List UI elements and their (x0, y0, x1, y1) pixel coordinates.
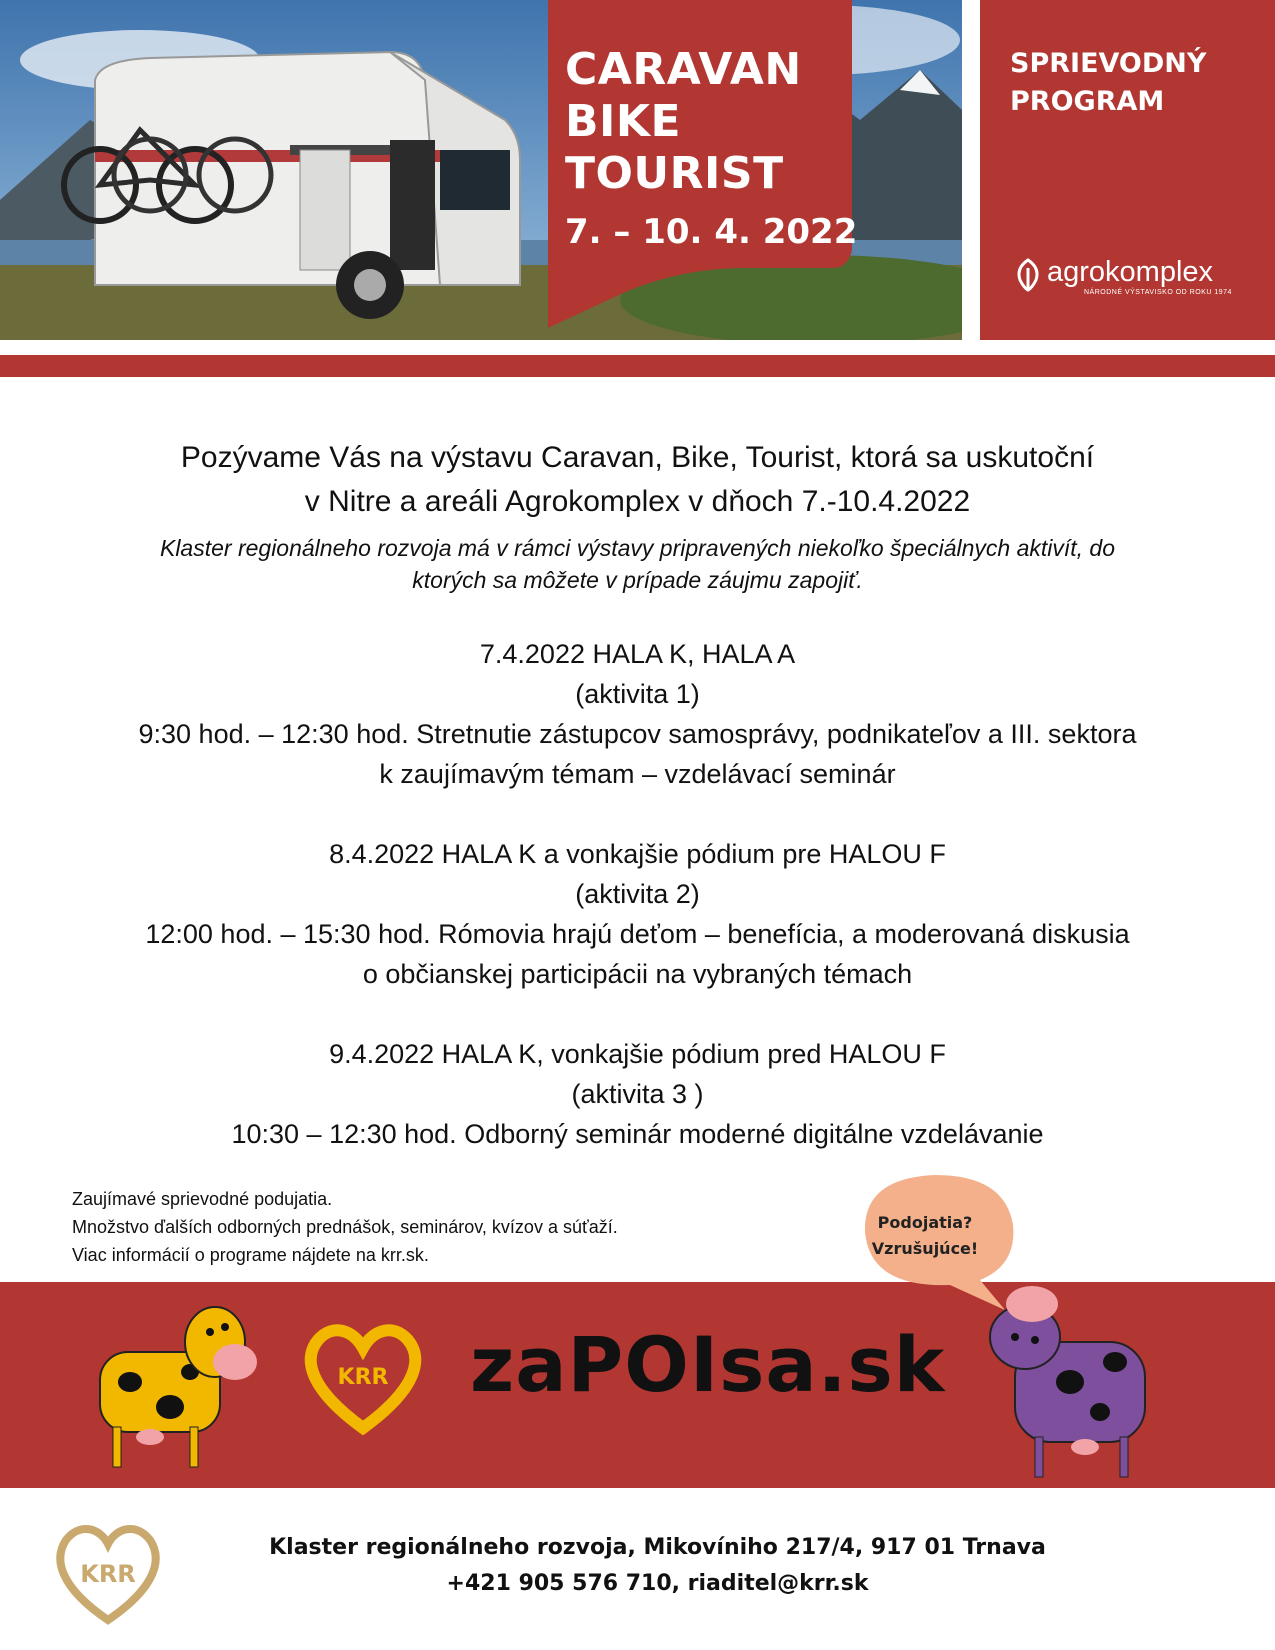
title-line-1: CARAVAN (565, 44, 802, 95)
intro-line-1: Pozývame Vás na výstavu Caravan, Bike, Tourist, ktorá sa uskutoční (180, 441, 1095, 474)
event-dates: 7. – 10. 4. 2022 (565, 212, 858, 252)
footer-address: Klaster regionálneho rozvoja, Mikovíniho 217/4, 917 01 Trnava (269, 1535, 1046, 1560)
event-description-line-2: o občianskej participácii na vybraných témach (362, 959, 913, 989)
header-bottom-bar (0, 355, 1275, 377)
zapoisa-brand-text: zaPOIsa.sk (470, 1320, 946, 1409)
event-heading: 7.4.2022 HALA K, HALA A (479, 639, 796, 669)
agrokomplex-logo-subtitle: NÁRODNÉ VÝSTAVISKO OD ROKU 1974 (1084, 289, 1232, 296)
speech-bubble-text (860, 1210, 990, 1262)
extra-info-line-2: Množstvo ďalších odborných prednášok, seminárov, kvízov a súťaží. (72, 1217, 618, 1237)
purple-cow-icon (980, 1282, 1170, 1482)
krr-heart-logo (298, 1318, 428, 1438)
extra-info-line-1: Zaujímavé sprievodné podujatia. (72, 1189, 333, 1209)
intro-note-line-2: ktorých sa môžete v prípade záujmu zapojiť. (412, 567, 863, 593)
side-title-line-1: SPRIEVODNÝ (1010, 48, 1207, 79)
footer-contact (0, 1530, 1275, 1602)
intro-note (0, 532, 1275, 596)
event-item-3 (0, 1034, 1275, 1154)
agrokomplex-logo-text: agrokomplex (1047, 256, 1214, 288)
event-heading: 8.4.2022 HALA K a vonkajšie pódium pre HALOU F (329, 839, 946, 869)
event-description-line-1: 12:00 hod. – 15:30 hod. Rómovia hrajú deťom – benefícia, a moderovaná diskusia (145, 919, 1130, 949)
intro-note-line-1: Klaster regionálneho rozvoja má v rámci výstavy pripravených niekoľko špeciálnych aktivít, do (159, 535, 1116, 561)
header-separator (962, 0, 980, 340)
event-description-line-1: 10:30 – 12:30 hod. Odborný seminár moderné digitálne vzdelávanie (231, 1119, 1044, 1149)
side-title (1010, 45, 1206, 121)
event-item-1 (0, 634, 1275, 794)
krr-footer-monogram: KRR (80, 1560, 136, 1588)
agrokomplex-icon (1012, 258, 1044, 292)
event-heading: 9.4.2022 HALA K, vonkajšie pódium pred HALOU F (329, 1039, 946, 1069)
extra-info (72, 1185, 618, 1269)
event-description-line-2: k zaujímavým témam – vzdelávací seminár (379, 759, 896, 789)
yellow-cow-icon (95, 1282, 265, 1472)
extra-info-line-3: Viac informácií o programe nájdete na krr.sk. (72, 1245, 429, 1265)
title-line-2: BIKE (565, 96, 682, 147)
event-activity: (aktivita 1) (575, 679, 700, 709)
title-line-3: TOURIST (565, 148, 784, 199)
event-description-line-1: 9:30 hod. – 12:30 hod. Stretnutie zástupcov samosprávy, podnikateľov a III. sektora (138, 719, 1137, 749)
speech-bubble-line-2: Vzrušujúce! (871, 1239, 979, 1258)
event-activity: (aktivita 2) (575, 879, 700, 909)
krr-monogram: KRR (337, 1365, 389, 1390)
speech-bubble-line-1: Podojatia? (877, 1213, 973, 1232)
event-item-2 (0, 834, 1275, 994)
event-activity: (aktivita 3 ) (571, 1079, 704, 1109)
event-title (565, 44, 802, 200)
footer-phone-email: +421 905 576 710, riaditel@krr.sk (446, 1571, 869, 1596)
side-title-line-2: PROGRAM (1010, 86, 1165, 117)
intro-line-2: v Nitre a areáli Agrokomplex v dňoch 7.-10.4.2022 (304, 485, 971, 518)
caravan-illustration (64, 52, 520, 319)
intro-heading (0, 436, 1275, 524)
